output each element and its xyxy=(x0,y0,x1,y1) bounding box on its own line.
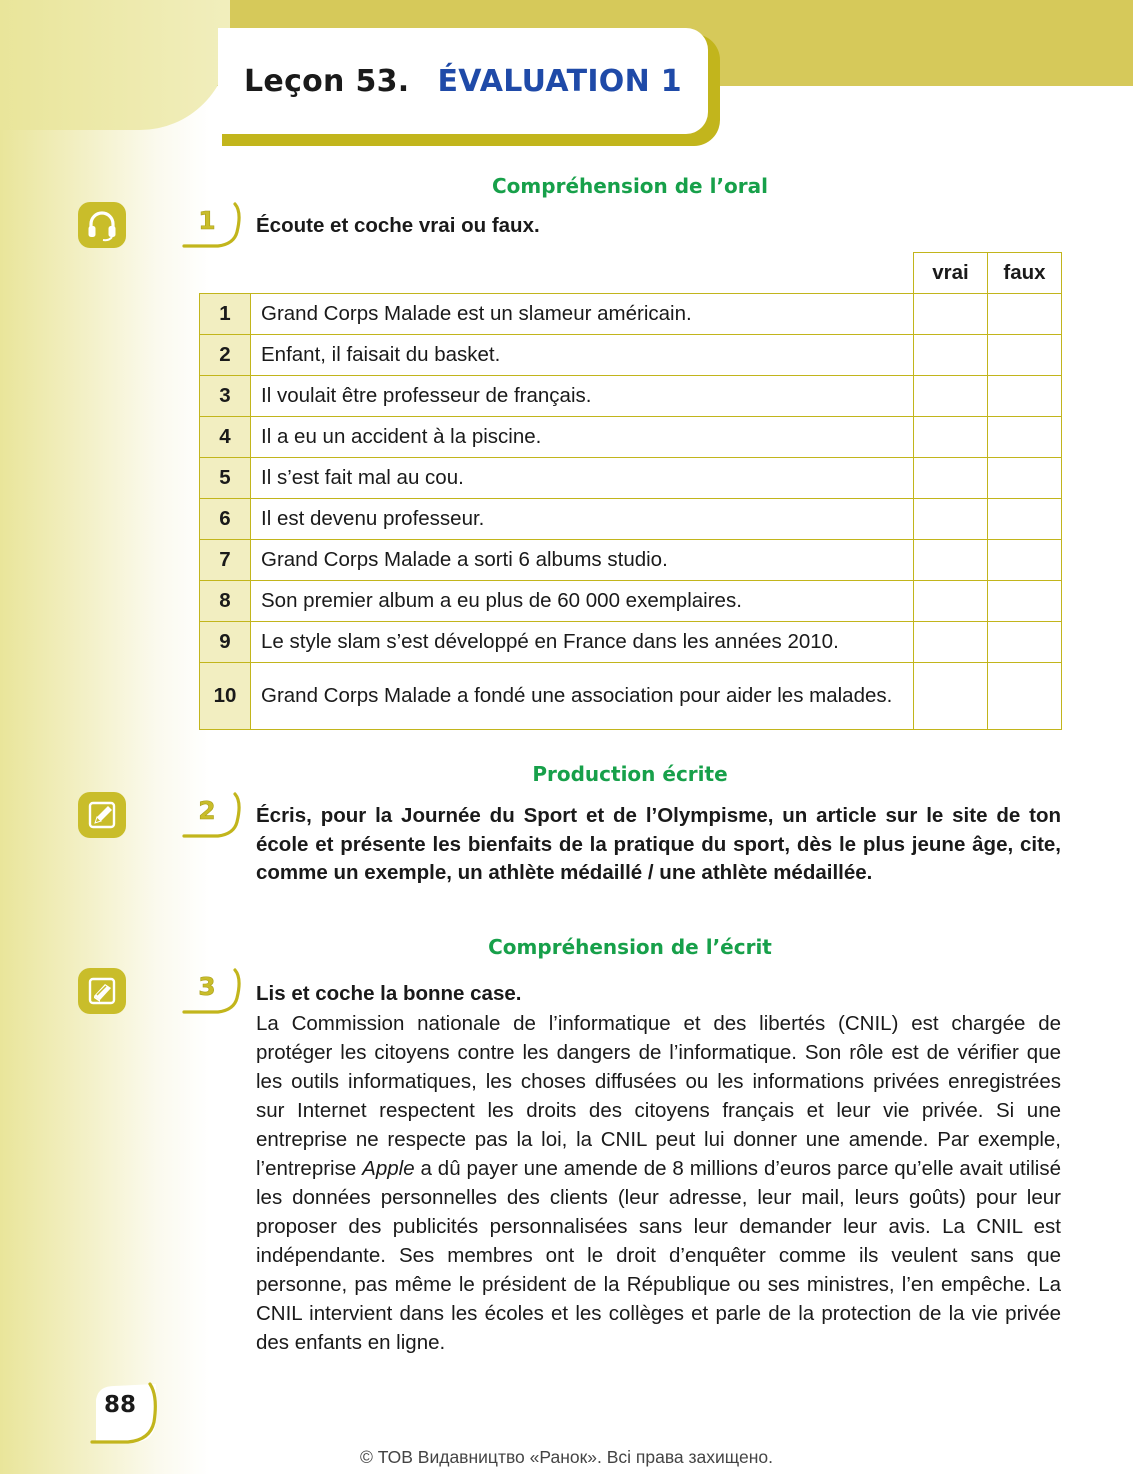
column-header-faux: faux xyxy=(988,253,1062,294)
exercise2-instruction: Écris, pour la Journée du Sport et de l’Olympisme, un article sur le site de ton école et présente les bienfaits de la pratique du sport, dès le plus jeune âge, cite, comme un exemple, un athlète médaillé / une athlète médaillée. xyxy=(256,804,1061,884)
exercise-number-badge-3 xyxy=(180,966,242,1016)
row-number: 8 xyxy=(200,581,251,622)
faux-checkbox[interactable] xyxy=(988,417,1062,458)
true-false-table xyxy=(199,252,1062,730)
table-row xyxy=(200,499,1062,540)
exercise-number-badge-2 xyxy=(180,790,242,840)
row-number: 7 xyxy=(200,540,251,581)
row-statement: Grand Corps Malade a fondé une association pour aider les malades. xyxy=(251,663,914,730)
vrai-checkbox[interactable] xyxy=(914,376,988,417)
headphones-icon xyxy=(78,202,126,248)
row-statement: Son premier album a eu plus de 60 000 exemplaires. xyxy=(251,581,914,622)
vrai-checkbox[interactable] xyxy=(914,581,988,622)
faux-checkbox[interactable] xyxy=(988,499,1062,540)
exercise-number-badge-1 xyxy=(180,200,242,250)
faux-checkbox[interactable] xyxy=(988,622,1062,663)
table-row xyxy=(200,540,1062,581)
faux-checkbox[interactable] xyxy=(988,294,1062,335)
vrai-checkbox[interactable] xyxy=(914,499,988,540)
faux-checkbox[interactable] xyxy=(988,335,1062,376)
table-row xyxy=(200,581,1062,622)
column-header-vrai: vrai xyxy=(914,253,988,294)
pencil-icon xyxy=(78,792,126,838)
book-icon xyxy=(78,968,126,1014)
table-row xyxy=(200,663,1062,730)
table-row xyxy=(200,622,1062,663)
vrai-checkbox[interactable] xyxy=(914,294,988,335)
exercise1-instruction: Écoute et coche vrai ou faux. xyxy=(256,214,540,237)
lesson-label: Leçon 53. xyxy=(244,64,410,99)
row-number: 5 xyxy=(200,458,251,499)
row-statement: Enfant, il faisait du basket. xyxy=(251,335,914,376)
row-number: 2 xyxy=(200,335,251,376)
row-statement: Il est devenu professeur. xyxy=(251,499,914,540)
exercise-number-1: 1 xyxy=(198,206,216,235)
row-statement: Le style slam s’est développé en France dans les années 2010. xyxy=(251,622,914,663)
faux-checkbox[interactable] xyxy=(988,376,1062,417)
row-number: 4 xyxy=(200,417,251,458)
vrai-checkbox[interactable] xyxy=(914,417,988,458)
exercise-number-2: 2 xyxy=(198,796,216,825)
page-title xyxy=(244,64,682,99)
table-row xyxy=(200,417,1062,458)
row-statement: Grand Corps Malade a sorti 6 albums studio. xyxy=(251,540,914,581)
table-row xyxy=(200,335,1062,376)
faux-checkbox[interactable] xyxy=(988,581,1062,622)
row-number: 9 xyxy=(200,622,251,663)
section-heading-reading: Compréhension de l’écrit xyxy=(488,935,772,959)
row-number: 1 xyxy=(200,294,251,335)
evaluation-title: ÉVALUATION 1 xyxy=(437,64,682,99)
row-number: 6 xyxy=(200,499,251,540)
vrai-checkbox[interactable] xyxy=(914,458,988,499)
reading-text-italic: Apple xyxy=(362,1157,415,1180)
vrai-checkbox[interactable] xyxy=(914,622,988,663)
vrai-checkbox[interactable] xyxy=(914,663,988,730)
table-row xyxy=(200,458,1062,499)
page-number: 88 xyxy=(103,1392,136,1418)
row-statement: Il s’est fait mal au cou. xyxy=(251,458,914,499)
vrai-checkbox[interactable] xyxy=(914,540,988,581)
row-number: 10 xyxy=(200,663,251,730)
table-row xyxy=(200,294,1062,335)
section-heading-oral: Compréhension de l’oral xyxy=(492,174,768,198)
reading-text xyxy=(256,1009,1061,1357)
exercise-number-3: 3 xyxy=(198,972,216,1001)
faux-checkbox[interactable] xyxy=(988,540,1062,581)
table-row xyxy=(200,376,1062,417)
faux-checkbox[interactable] xyxy=(988,458,1062,499)
reading-text-part1: La Commission nationale de l’informatique et des libertés (CNIL) est chargée de protéger les citoyens contre les dangers de l’informatique. Son rôle est de vérifier que les outils informatiques, les choses diffusées ou les informations privées enregistrées sur Internet respectent les droits des citoyens français et leur vie privée. Si une entreprise ne respecte pas la loi, la CNIL peut lui donner une amende. Par exemple, l’entreprise xyxy=(256,1012,1061,1180)
row-statement: Il voulait être professeur de français. xyxy=(251,376,914,417)
reading-text-part2: a dû payer une amende de 8 millions d’euros parce qu’elle avait utilisé les données personnelles des clients (leur adresse, leur mail, leurs goûts) pour leur proposer des publicités personnalisées sans leur demander leur avis. La CNIL est indépendante. Ses membres ont le droit d’enquêter comme ils veulent sans que personne, pas même le président de la République ou ses ministres, l’en empêche. La CNIL intervient dans les écoles et les collèges et parle de la protection de la vie privée des enfants en ligne. xyxy=(256,1157,1062,1354)
section-heading-writing: Production écrite xyxy=(532,762,728,786)
exercise3-instruction: Lis et coche la bonne case. xyxy=(256,982,522,1005)
header-blank xyxy=(200,253,914,294)
vrai-checkbox[interactable] xyxy=(914,335,988,376)
row-statement: Grand Corps Malade est un slameur américain. xyxy=(251,294,914,335)
row-number: 3 xyxy=(200,376,251,417)
table-header-row xyxy=(200,253,1062,294)
copyright-notice: © ТОВ Видавництво «Ранок». Всі права захищено. xyxy=(359,1447,774,1467)
header-band-curve xyxy=(0,0,230,130)
row-statement: Il a eu un accident à la piscine. xyxy=(251,417,914,458)
faux-checkbox[interactable] xyxy=(988,663,1062,730)
